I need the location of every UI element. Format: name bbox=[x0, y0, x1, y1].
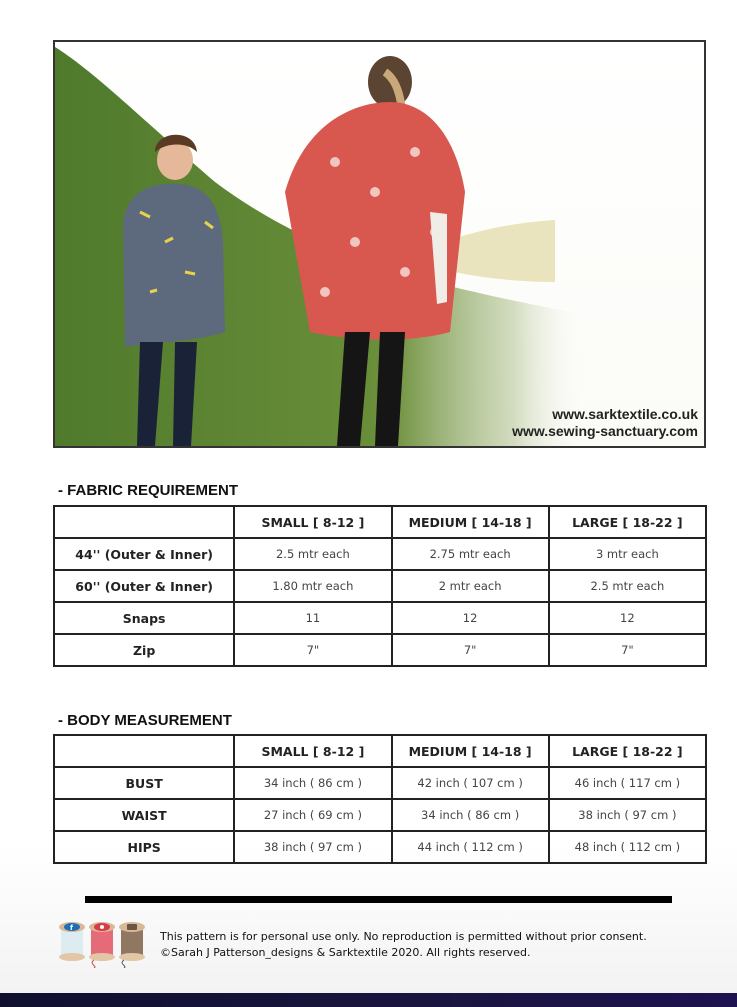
table-cell: 48 inch ( 112 cm ) bbox=[549, 831, 706, 863]
table-cell: 38 inch ( 97 cm ) bbox=[234, 831, 391, 863]
facebook-icon[interactable] bbox=[59, 922, 85, 961]
table-header-row bbox=[54, 506, 706, 538]
table-cell: 3 mtr each bbox=[549, 538, 706, 570]
header-cell-medium: MEDIUM [ 14-18 ] bbox=[392, 506, 549, 538]
table-cell: 7" bbox=[234, 634, 391, 666]
table-row bbox=[54, 538, 706, 570]
table-cell: 34 inch ( 86 cm ) bbox=[392, 799, 549, 831]
svg-text:f: f bbox=[70, 924, 74, 932]
table-cell: 38 inch ( 97 cm ) bbox=[549, 799, 706, 831]
header-cell-empty bbox=[54, 506, 234, 538]
website-urls bbox=[512, 406, 698, 440]
fabric-requirement-table bbox=[53, 505, 707, 667]
copyright-line: ©Sarah J Patterson_designs & Sarktextile 2020. All rights reserved. bbox=[160, 946, 531, 959]
table-header-row bbox=[54, 735, 706, 767]
usage-notice: This pattern is for personal use only. No reproduction is permitted without prior consent. bbox=[160, 930, 647, 943]
instagram-icon[interactable] bbox=[119, 922, 145, 968]
table-row bbox=[54, 831, 706, 863]
url-sarktextile: www.sarktextile.co.uk bbox=[552, 406, 698, 422]
header-cell-small: SMALL [ 8-12 ] bbox=[234, 506, 391, 538]
row-label: 44'' (Outer & Inner) bbox=[54, 538, 234, 570]
fabric-requirement-title: - FABRIC REQUIREMENT bbox=[58, 482, 238, 499]
header-cell-medium: MEDIUM [ 14-18 ] bbox=[392, 735, 549, 767]
row-label: Zip bbox=[54, 634, 234, 666]
table-cell: 12 bbox=[549, 602, 706, 634]
table-cell: 46 inch ( 117 cm ) bbox=[549, 767, 706, 799]
table-cell: 2.5 mtr each bbox=[549, 570, 706, 602]
table-cell: 44 inch ( 112 cm ) bbox=[392, 831, 549, 863]
table-cell: 34 inch ( 86 cm ) bbox=[234, 767, 391, 799]
table-cell: 1.80 mtr each bbox=[234, 570, 391, 602]
divider-rule bbox=[85, 896, 672, 903]
header-cell-large: LARGE [ 18-22 ] bbox=[549, 735, 706, 767]
header-cell-large: LARGE [ 18-22 ] bbox=[549, 506, 706, 538]
bottom-bar bbox=[0, 993, 737, 1007]
table-cell: 12 bbox=[392, 602, 549, 634]
body-measurement-table bbox=[53, 734, 707, 864]
row-label: BUST bbox=[54, 767, 234, 799]
table-row bbox=[54, 767, 706, 799]
table-cell: 27 inch ( 69 cm ) bbox=[234, 799, 391, 831]
header-cell-small: SMALL [ 8-12 ] bbox=[234, 735, 391, 767]
table-cell: 2.75 mtr each bbox=[392, 538, 549, 570]
table-cell: 7" bbox=[392, 634, 549, 666]
table-cell: 7" bbox=[549, 634, 706, 666]
row-label: 60'' (Outer & Inner) bbox=[54, 570, 234, 602]
hero-photo bbox=[53, 40, 706, 448]
row-label: HIPS bbox=[54, 831, 234, 863]
table-row bbox=[54, 602, 706, 634]
table-cell: 2.5 mtr each bbox=[234, 538, 391, 570]
header-cell-empty bbox=[54, 735, 234, 767]
table-cell: 11 bbox=[234, 602, 391, 634]
body-measurement-title: - BODY MEASUREMENT bbox=[58, 712, 232, 729]
photo-illustration bbox=[55, 42, 704, 446]
url-sewing-sanctuary: www.sewing-sanctuary.com bbox=[512, 423, 698, 439]
table-cell: 2 mtr each bbox=[392, 570, 549, 602]
copyright-notice bbox=[160, 929, 647, 961]
social-spools bbox=[58, 922, 148, 972]
table-cell: 42 inch ( 107 cm ) bbox=[392, 767, 549, 799]
table-row bbox=[54, 799, 706, 831]
table-row bbox=[54, 634, 706, 666]
row-label: Snaps bbox=[54, 602, 234, 634]
row-label: WAIST bbox=[54, 799, 234, 831]
pinterest-icon[interactable] bbox=[89, 922, 115, 968]
table-row bbox=[54, 570, 706, 602]
